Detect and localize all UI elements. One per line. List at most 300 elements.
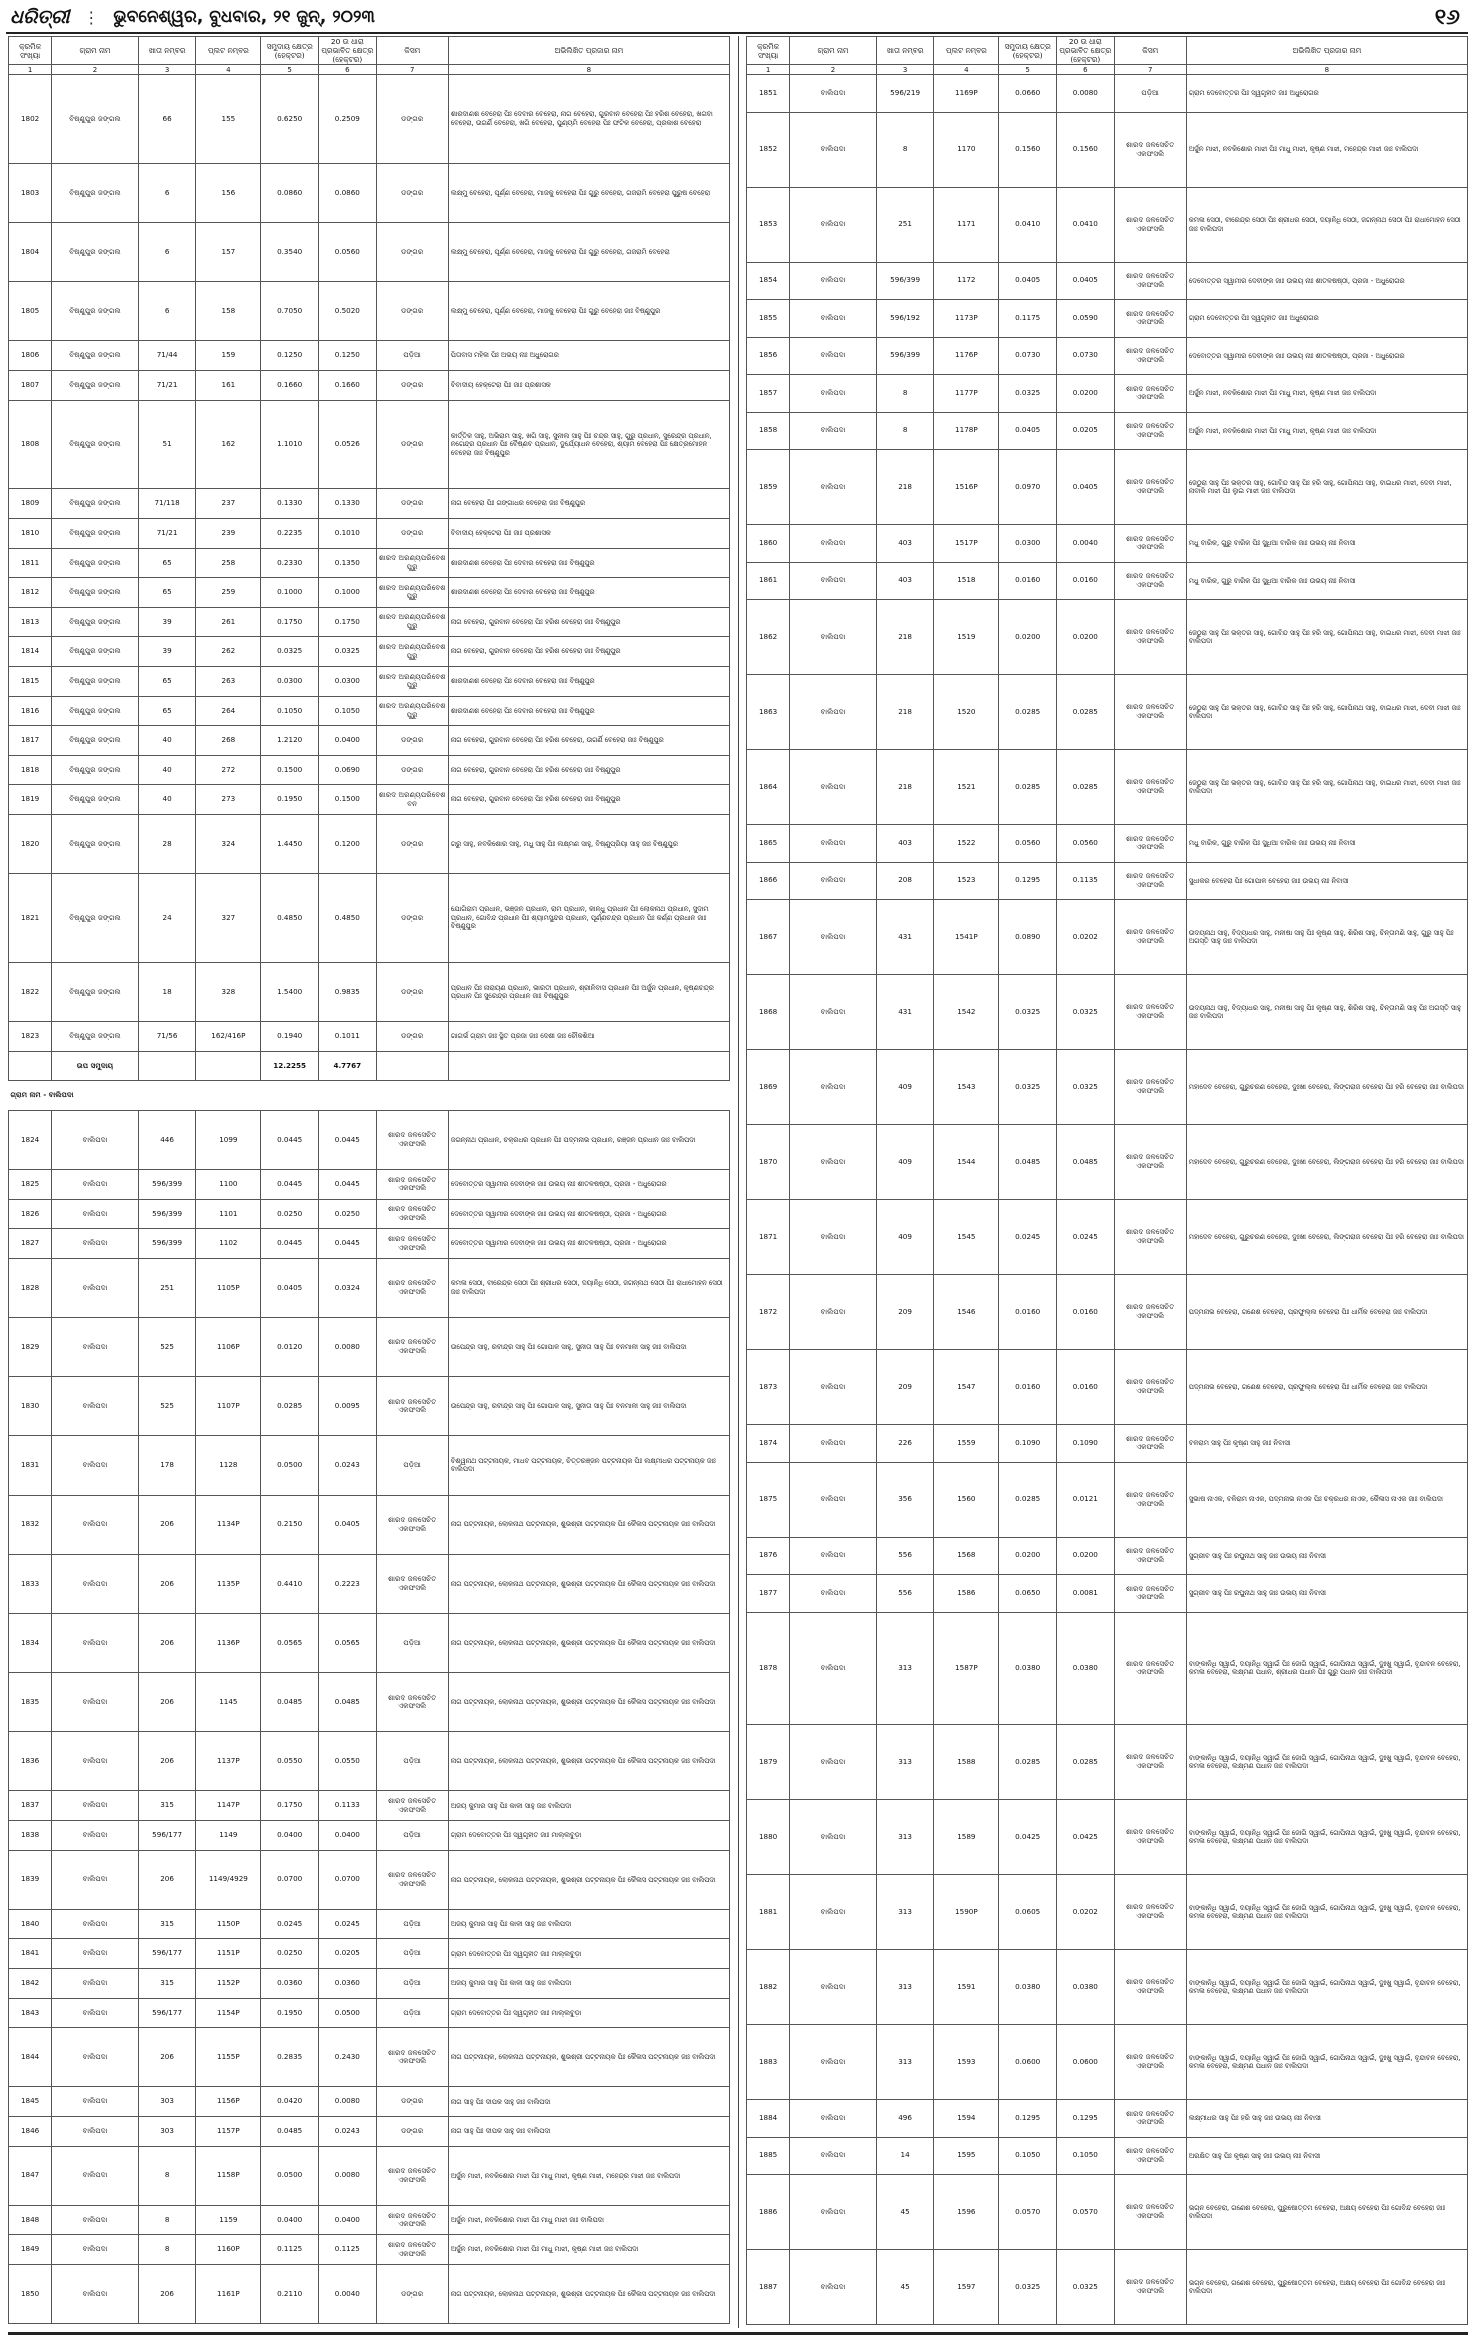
owner-cell: ଦେବୋତ୍ତର ସ୍ୱାମୀର ଦେବୀଙ୍କ ଜାଃ ଉଭୟ ନାଃ ଶୀତଳଷଷ୍ଠୀ, ପ୍ରଜା - ଅଧୁରୋଗର	[448, 1199, 729, 1229]
khata-cell: 45	[876, 2250, 934, 2325]
table-row	[747, 1537, 1468, 1575]
serial-cell: 1814	[9, 637, 52, 667]
table-row	[9, 962, 730, 1021]
table-row	[9, 696, 730, 726]
table-row	[9, 1554, 730, 1613]
serial-cell: 1859	[747, 450, 790, 525]
plot-cell: 1152P	[196, 1969, 261, 1999]
affected-area-cell: 0.0080	[318, 2087, 376, 2117]
column-number: 1	[747, 65, 790, 75]
owner-cell: ବିଶ୍ୱନାଥ ପଟ୍ଟନାୟକ, ମାଧବ ପଟ୍ଟନାୟକ, ଚିତ୍ତରଞ୍ଜନ ପଟ୍ଟନାୟକ ପିଃ ଲକ୍ଷ୍ମୀଧର ପଟ୍ଟନାୟକ ଜାଃ ବାଲିପଦା	[448, 1436, 729, 1495]
plot-cell: 1520	[934, 675, 999, 750]
table-row	[9, 1998, 730, 2028]
khata-cell: 596/192	[876, 300, 934, 338]
table-row	[9, 1969, 730, 1999]
serial-cell: 1860	[747, 525, 790, 563]
village-cell: ଉପ ସମୁଦାୟ	[52, 1051, 139, 1081]
khata-cell: 218	[876, 450, 934, 525]
khata-cell: 313	[876, 1612, 934, 1725]
plot-cell: 1543	[934, 1050, 999, 1125]
village-cell: ବିଷ୍ଣୁପୁର ଜଙ୍ଗଲ	[52, 222, 139, 281]
table-row	[747, 2137, 1468, 2175]
serial-cell: 1870	[747, 1125, 790, 1200]
table-row	[747, 675, 1468, 750]
plot-cell: 1157P	[196, 2117, 261, 2147]
total-area-cell: 0.0160	[999, 562, 1057, 600]
serial-cell: 1827	[9, 1229, 52, 1259]
village-cell: ବାଲିପଦା	[52, 1258, 139, 1317]
column-number: 1	[9, 65, 52, 75]
affected-area-cell: 0.0445	[318, 1110, 376, 1169]
khata-cell	[138, 1051, 196, 1081]
khata-cell: 65	[138, 548, 196, 578]
serial-cell: 1881	[747, 1875, 790, 1950]
plot-cell: 1544	[934, 1125, 999, 1200]
khata-cell: 556	[876, 1575, 934, 1613]
total-area-cell: 0.0700	[261, 1850, 319, 1909]
khata-cell: 218	[876, 675, 934, 750]
table-row	[9, 370, 730, 400]
table-header-row	[747, 37, 1468, 65]
village-cell: ବାଲିପଦା	[790, 900, 877, 975]
plot-cell: 1101	[196, 1199, 261, 1229]
page-number: ୧୬	[1434, 4, 1460, 30]
serial-cell: 1813	[9, 607, 52, 637]
total-area-cell: 0.1050	[261, 696, 319, 726]
kisam-cell: ପଡ଼ିଆ	[1114, 75, 1186, 113]
village-cell: ବାଲିପଦା	[790, 2137, 877, 2175]
kisam-cell: ଶାରଦ ଜଳସେଚିତ ଏକଫସଲି	[1114, 2100, 1186, 2138]
affected-area-cell: 0.0690	[318, 755, 376, 785]
khata-cell: 51	[138, 400, 196, 489]
serial-cell: 1819	[9, 785, 52, 815]
owner-cell: ବାଙ୍କାନିଧି ସ୍ୱାଇଁ, ଦୟାନିଧି ସ୍ୱାଇଁ ପିଃ ଜୋଗି ସ୍ୱାଇଁ, ଗୋପିନାଥ ସ୍ୱାଇଁ, ଦୁଃଖୁ ସ୍ୱାଇଁ, ବୃନ୍ଦାବନ ବେହେରା, କମଳା ବେହେରା, ଲକ୍ଷ୍ମଣ ପଧାନ, ଶ୍ରୀଧର ପଧାନ ପିଃ ଗୁରୁ ପଧାନ ଜାଃ ବାଲିପଦା	[1186, 1612, 1467, 1725]
serial-cell: 1809	[9, 489, 52, 519]
affected-area-cell: 0.1050	[1056, 2137, 1114, 2175]
khata-cell: 6	[138, 282, 196, 341]
total-area-cell: 0.0405	[261, 1258, 319, 1317]
khata-cell: 596/177	[138, 1998, 196, 2028]
owner-cell: ନାଗ ବେହେରା, ଗୁରବାନ ବେହେରା ପିଃ ହରିଶ ବେହେରା ଜାଃ ବିଷ୍ଣୁପୁର	[448, 755, 729, 785]
village-cell: ବାଲିପଦା	[790, 1200, 877, 1275]
column-number: 8	[1186, 65, 1467, 75]
table-row	[747, 1875, 1468, 1950]
serial-cell: 1824	[9, 1110, 52, 1169]
affected-area-cell: 0.0160	[1056, 1275, 1114, 1350]
affected-area-cell: 0.2223	[318, 1554, 376, 1613]
total-area-cell: 0.2330	[261, 548, 319, 578]
affected-area-cell: 0.5020	[318, 282, 376, 341]
owner-cell: ଅର୍ଜୁନ ମାଝୀ, ନବକିଶୋର ମାଝୀ ପିଃ ମାଧୁ ମାଝୀ ଜାଃ ବାଲିପଦା	[448, 2205, 729, 2235]
total-area-cell: 0.0285	[999, 1462, 1057, 1537]
total-area-cell: 0.2150	[261, 1495, 319, 1554]
owner-cell: ଅଜୟ କୁମାର ସାହୁ ପିଃ କାଳୀ ସାହୁ ଜାଃ ବାଲିପଦା	[448, 1969, 729, 1999]
affected-area-cell: 0.0243	[318, 1436, 376, 1495]
plot-cell: 1105P	[196, 1258, 261, 1317]
total-area-cell: 0.0570	[999, 2175, 1057, 2250]
total-area-cell: 0.0285	[999, 675, 1057, 750]
owner-cell: ଅରକ୍ଷିତ ସାହୁ ପିଃ କୃଷ୍ଣ ସାହୁ ଜାଃ ଉଭୟ ନାଃ ନିବାସୀ	[1186, 2137, 1467, 2175]
owner-cell: ମଧୁ ବାରିକ, ଗୁରୁ ବାରିକ ପିଃ ସୁଧିଆ ବାରିକ ଜାଃ ଉଭୟ ନାଃ ନିବାସୀ	[1186, 562, 1467, 600]
kisam-cell: ଶାରଦ ଅରଣ୍ୟପରିବେଶ ପୁରୁ	[376, 696, 448, 726]
serial-cell: 1833	[9, 1554, 52, 1613]
affected-area-cell: 0.0245	[1056, 1200, 1114, 1275]
column-number: 6	[318, 65, 376, 75]
owner-cell: ଶାରଦାଣଶ ବେହେରା ପିଃ ଦେବାର ବେହେରା ଜାଃ ବିଷ୍ଣୁପୁର	[448, 696, 729, 726]
kisam-cell: ଶାରଦ ଜଳସେଚିତ ଏକଫସଲି	[376, 1554, 448, 1613]
left-notice-column	[8, 36, 730, 2328]
kisam-cell: ଶାରଦ ଜଳସେଚିତ ଏକଫସଲି	[1114, 562, 1186, 600]
total-area-cell: 0.0420	[261, 2087, 319, 2117]
kisam-cell: ଶାରଦ ଜଳସେଚିତ ଏକଫସଲି	[376, 1317, 448, 1376]
table-row	[9, 2117, 730, 2147]
serial-cell: 1857	[747, 375, 790, 413]
khata-cell: 206	[138, 2028, 196, 2087]
plot-cell: 1173P	[934, 300, 999, 338]
plot-cell: 161	[196, 370, 261, 400]
serial-cell: 1815	[9, 666, 52, 696]
village-cell: ବାଲିପଦା	[52, 2117, 139, 2147]
table-row	[9, 2264, 730, 2323]
plot-cell: 1518	[934, 562, 999, 600]
village-cell: ବାଲିପଦା	[52, 2028, 139, 2087]
plot-cell: 1160P	[196, 2235, 261, 2265]
kisam-cell: ଶାରଦ ଜଳସେଚିତ ଏକଫସଲି	[1114, 525, 1186, 563]
affected-area-cell: 0.0485	[318, 1673, 376, 1732]
village-cell: ବିଷ୍ଣୁପୁର ଜଙ୍ଗଲ	[52, 163, 139, 222]
serial-cell: 1880	[747, 1800, 790, 1875]
serial-cell: 1885	[747, 2137, 790, 2175]
village-cell: ବିଷ୍ଣୁପୁର ଜଙ୍ଗଲ	[52, 400, 139, 489]
total-area-cell: 0.0860	[261, 163, 319, 222]
plot-cell: 1523	[934, 862, 999, 900]
affected-area-cell: 0.0121	[1056, 1462, 1114, 1537]
total-area-cell: 0.1750	[261, 607, 319, 637]
table-row	[9, 578, 730, 608]
dateline: ଭୁବନେଶ୍ୱର, ବୁଧବାର, ୨୧ ଜୁନ୍, ୨୦୨୩	[113, 7, 375, 27]
plot-cell: 1161P	[196, 2264, 261, 2323]
affected-area-cell: 0.1000	[318, 578, 376, 608]
plot-cell: 158	[196, 282, 261, 341]
affected-area-cell: 0.1560	[1056, 112, 1114, 187]
village-cell: ବାଲିପଦା	[790, 1875, 877, 1950]
kisam-cell: ଶାରଦ ଜଳସେଚିତ ଏକଫସଲି	[1114, 337, 1186, 375]
total-area-cell: 0.1560	[999, 112, 1057, 187]
kisam-cell: ଶାରଦ ଜଳସେଚିତ ଏକଫସଲି	[376, 1258, 448, 1317]
kisam-cell: ଡଙ୍ଗର	[376, 755, 448, 785]
table-row	[9, 637, 730, 667]
affected-area-cell: 0.0081	[1056, 1575, 1114, 1613]
village-cell: ବାଲିପଦା	[52, 1939, 139, 1969]
khata-cell: 71/56	[138, 1022, 196, 1052]
owner-cell: ଉପେନ୍ଦ୍ର ସାହୁ, ରବୀନ୍ଦ୍ର ସାହୁ ପିଃ ଗୋପାଳ ସାହୁ, ସୁନୀତା ସାହୁ ପିଃ ବନମାଳୀ ସାହୁ ଜାଃ ବାଲିପଦା	[448, 1317, 729, 1376]
khata-cell: 65	[138, 578, 196, 608]
serial-cell: 1851	[747, 75, 790, 113]
owner-cell: ବାଙ୍କାନିଧି ସ୍ୱାଇଁ, ଦୟାନିଧି ସ୍ୱାଇଁ ପିଃ ଜୋଗି ସ୍ୱାଇଁ, ଗୋପିନାଥ ସ୍ୱାଇଁ, ଦୁଃଖୁ ସ୍ୱାଇଁ, ବୃନ୍ଦାବନ ବେହେରା, କମଳା ବେହେରା, ଲକ୍ଷ୍ମଣ ପଧାନ ଜାଃ ବାଲିପଦା	[1186, 1725, 1467, 1800]
total-area-cell: 0.0250	[261, 1939, 319, 1969]
village-cell: ବାଲିପଦା	[790, 862, 877, 900]
serial-cell: 1828	[9, 1258, 52, 1317]
table-body-right	[747, 75, 1468, 2325]
village-section-label: ଗ୍ରାମ ନାମ - ବାଲିପଦା	[9, 1081, 730, 1111]
affected-area-cell: 0.0325	[1056, 2250, 1114, 2325]
kisam-cell: ଡଙ୍ଗର	[376, 962, 448, 1021]
total-area-cell: 0.0380	[999, 1950, 1057, 2025]
plot-cell: 1597	[934, 2250, 999, 2325]
owner-cell: ନାଗ ପଟ୍ଟନାୟକ, ଲୋକନାଥ ପଟ୍ଟନାୟକ, ଶୁଭଶ୍ରୀ ପଟ୍ଟନାୟକ ପିଃ କୈଳାସ ପଟ୍ଟନାୟକ ଜାଃ ବାଲିପଦା	[448, 1495, 729, 1554]
village-cell: ବାଲିପଦା	[790, 1125, 877, 1200]
owner-cell: ସୁଭାଷ ନାଏକ, ବଳିରାମ ନାଏକ, ପଦ୍ମନାଭ ନାଏକ ପିଃ ଚକ୍ରଧର ନାଏକ, କୈଳାସ ନାଏକ ଜାଃ ବାଲିପଦା	[1186, 1462, 1467, 1537]
owner-cell: ନାଗ ପଟ୍ଟନାୟକ, ଲୋକନାଥ ପଟ୍ଟନାୟକ, ଶୁଭଶ୍ରୀ ପଟ୍ଟନାୟକ ପିଃ କୈଳାସ ପଟ୍ଟନାୟକ ଜାଃ ବାଲିପଦା	[448, 1554, 729, 1613]
header-owner: ଅଭିଲିଖିତ ପ୍ରଜାର ନାମ	[448, 37, 729, 65]
owner-cell: ଶାରଦାଣଶ ବେହେରା ପିଃ ଦେବାର ବେହେରା ଜାଃ ବିଷ୍ଣୁପୁର	[448, 548, 729, 578]
plot-cell: 1169P	[934, 75, 999, 113]
affected-area-cell: 0.0380	[1056, 1612, 1114, 1725]
column-number: 3	[138, 65, 196, 75]
khata-cell: 356	[876, 1462, 934, 1537]
table-row	[9, 726, 730, 756]
plot-cell: 1516P	[934, 450, 999, 525]
table-row	[747, 375, 1468, 413]
total-area-cell: 1.4450	[261, 814, 319, 873]
owner-cell: ମଧୁ ବାରିକ, ଗୁରୁ ବାରିକ ପିଃ ସୁଧିଆ ବାରିକ ଜାଃ ଉଭୟ ନାଃ ନିବାସୀ	[1186, 825, 1467, 863]
kisam-cell: ଶାରଦ ଅରଣ୍ୟପରିବେଶ ପୁରୁ	[376, 578, 448, 608]
village-cell: ବାଲିପଦା	[790, 375, 877, 413]
serial-cell: 1841	[9, 1939, 52, 1969]
table-row	[9, 222, 730, 281]
header-affected-area: 20 ଉ ଧାରା ପ୍ରଭାବିତ କ୍ଷେତ୍ର (ହେକ୍ଟର)	[318, 37, 376, 65]
owner-cell: ଯୋଗିରାମ ପ୍ରଧାନ, ଭଞ୍ଜନ ପ୍ରଧାନ, ରାମ ପ୍ରଧାନ, କାନ୍ଧୁ ପ୍ରଧାନ ପିଃ ଲୋକନାଥ ପ୍ରଧାନ, ସୁଦାମ ପ୍ରଧାନ, ଗୋବିନ୍ଦ ପ୍ରଧାନ ପିଃ ଶ୍ୟାମସୁନ୍ଦର ପ୍ରଧାନ, ପୂର୍ଣ୍ଣଚନ୍ଦ୍ର ପ୍ରଧାନ ପିଃ କର୍ଣ୍ଣ ପ୍ରଧାନ ଜାଃ ବିଷ୍ଣୁପୁର	[448, 874, 729, 963]
serial-cell: 1811	[9, 548, 52, 578]
plot-cell: 259	[196, 578, 261, 608]
table-row	[747, 525, 1468, 563]
owner-cell	[448, 1051, 729, 1081]
owner-cell: ଅର୍ଜୁନ ମାଝୀ, ନବକିଶୋର ମାଝୀ ପିଃ ମାଧୁ ମାଝୀ, କୃଷ୍ଣ ମାଝୀ ଜାଃ ବାଲିପଦା	[448, 2235, 729, 2265]
khata-cell: 18	[138, 962, 196, 1021]
plot-cell: 1154P	[196, 1998, 261, 2028]
khata-cell: 8	[876, 412, 934, 450]
plot-cell: 1178P	[934, 412, 999, 450]
affected-area-cell: 0.0200	[1056, 1537, 1114, 1575]
affected-area-cell: 0.4850	[318, 874, 376, 963]
serial-cell: 1856	[747, 337, 790, 375]
table-row	[9, 874, 730, 963]
khata-cell: 208	[876, 862, 934, 900]
plot-cell: 1177P	[934, 375, 999, 413]
plot-cell: 1542	[934, 975, 999, 1050]
serial-cell: 1863	[747, 675, 790, 750]
serial-cell: 1820	[9, 814, 52, 873]
plot-cell: 1172	[934, 262, 999, 300]
owner-cell: ଦେବୋତ୍ତର ସ୍ୱାମୀର ଦେବୀଙ୍କ ଜାଃ ଉଭୟ ନାଃ ଶୀତଳଷଷ୍ଠୀ, ପ୍ରଜା - ଅଧୁରୋଗର	[1186, 262, 1467, 300]
table-row	[9, 1258, 730, 1317]
khata-cell: 206	[138, 1495, 196, 1554]
table-row	[9, 607, 730, 637]
kisam-cell: ଶାରଦ ଜଳସେଚିତ ଏକଫସଲି	[1114, 1537, 1186, 1575]
affected-area-cell: 0.0700	[318, 1850, 376, 1909]
table-row	[747, 1125, 1468, 1200]
owner-cell: ଗାଗର୍ଭ ଗ୍ରାମ ଜାଃ ସ୍ଥିତ ପ୍ରଜା ଜାଃ ଦେଶୀ ଜାଃ ଚୌକଶିଆ	[448, 1022, 729, 1052]
total-area-cell: 0.1500	[261, 755, 319, 785]
kisam-cell: ଶାରଦ ଜଳସେଚିତ ଏକଫସଲି	[1114, 2175, 1186, 2250]
owner-cell: ସୁଗ୍ରୀବ ସାହୁ ପିଃ ରଘୁନାଥ ସାହୁ ଜାଃ ଉଭୟ ନାଃ ନିବାସୀ	[1186, 1575, 1467, 1613]
khata-cell: 8	[138, 2146, 196, 2205]
plot-cell: 1587P	[934, 1612, 999, 1725]
owner-cell: ଜେଠୁରା ସାହୁ ପିଃ ଭକ୍ତର ସାହୁ, ଗୋବିନ୍ଦ ସାହୁ ପିଃ ହରି ସାହୁ, ଗୋପିନାଥ ସାହୁ, ବାଇଧର ମାଝୀ, ଦେବୀ ମାଝୀ ଜାଃ ବାଲିପଦା	[1186, 600, 1467, 675]
total-area-cell: 0.0445	[261, 1110, 319, 1169]
khata-cell: 206	[138, 1732, 196, 1791]
khata-cell: 218	[876, 600, 934, 675]
table-row	[9, 1495, 730, 1554]
serial-cell: 1875	[747, 1462, 790, 1537]
serial-cell: 1852	[747, 112, 790, 187]
plot-cell: 237	[196, 489, 261, 519]
column-number: 5	[261, 65, 319, 75]
serial-cell: 1805	[9, 282, 52, 341]
owner-cell: ଶାରଦାଣଶ ବେହେରା ପିଃ ଦେବାର ବେହେରା ଜାଃ ବିଷ୍ଣୁପୁର	[448, 666, 729, 696]
owner-cell: ଅର୍ଜୁନ ମାଝୀ, ନବକିଶୋର ମାଝୀ ପିଃ ମାଧୁ ମାଝୀ, କୃଷ୍ଣ ମାଝୀ ଜାଃ ବାଲିପଦା	[1186, 375, 1467, 413]
table-row	[747, 262, 1468, 300]
plot-cell: 328	[196, 962, 261, 1021]
plot-cell: 1102	[196, 1229, 261, 1259]
village-cell: ବାଲିପଦା	[52, 1791, 139, 1821]
table-row	[747, 900, 1468, 975]
owner-cell: ମହାଦେବ ବେହେରା, ଗୁରୁଚରଣ ବେହେରା, ଦୁଃଖୀ ବେହେରା, ଲିଙ୍ଗରାଜ ବେହେରା ପିଃ ହରି ବେହେରା ଜାଃ ବାଲିପଦା	[1186, 1125, 1467, 1200]
owner-cell: ଜେଠୁରା ସାହୁ ପିଃ ଭକ୍ତର ସାହୁ, ଗୋବିନ୍ଦ ସାହୁ ପିଃ ହରି ସାହୁ, ଗୋପିନାଥ ସାହୁ, ବାଇଧର ମାଝୀ, ଦେବୀ ମାଝୀ ଜାଃ ବାଲିପଦା	[1186, 675, 1467, 750]
serial-cell: 1837	[9, 1791, 52, 1821]
header-total-area: ସମୁଦାୟ କ୍ଷେତ୍ର (ହେକ୍ଟର)	[261, 37, 319, 65]
owner-cell: ଦେବୋତ୍ତର ସ୍ୱାମୀର ଦେବୀଙ୍କ ଜାଃ ଉଭୟ ନାଃ ଶୀତଳଷଷ୍ଠୀ, ପ୍ରଜା - ଅଧୁରୋଗର	[1186, 337, 1467, 375]
khata-cell: 71/44	[138, 341, 196, 371]
plot-cell: 239	[196, 518, 261, 548]
plot-cell: 1106P	[196, 1317, 261, 1376]
village-cell: ବିଷ୍ଣୁପୁର ଜଙ୍ଗଲ	[52, 489, 139, 519]
khata-cell: 596/399	[138, 1199, 196, 1229]
village-cell: ବାଲିପଦା	[790, 600, 877, 675]
table-row	[747, 2175, 1468, 2250]
serial-cell: 1854	[747, 262, 790, 300]
column-number-row	[747, 65, 1468, 75]
affected-area-cell: 0.0160	[1056, 1350, 1114, 1425]
serial-cell: 1883	[747, 2025, 790, 2100]
village-cell: ବିଷ୍ଣୁପୁର ଜଙ୍ଗଲ	[52, 726, 139, 756]
kisam-cell: ଶାରଦ ଜଳସେଚିତ ଏକଫସଲି	[1114, 2025, 1186, 2100]
serial-cell: 1810	[9, 518, 52, 548]
total-area-cell: 0.3540	[261, 222, 319, 281]
header-plot: ପ୍ଲଟ ନମ୍ବର	[196, 37, 261, 65]
affected-area-cell: 0.0300	[318, 666, 376, 696]
plot-cell: 1559	[934, 1425, 999, 1463]
kisam-cell: ଶାରଦ ଜଳସେଚିତ ଏକଫସଲି	[1114, 1425, 1186, 1463]
owner-cell: ବିବାଦୀୟ ହେକ୍ଟେରା ପିଃ ଜାଃ ପ୍ରଶାସକ	[448, 518, 729, 548]
plot-cell: 1145	[196, 1673, 261, 1732]
village-cell: ବାଲିପଦା	[52, 2087, 139, 2117]
serial-cell: 1848	[9, 2205, 52, 2235]
khata-cell: 313	[876, 1875, 934, 1950]
header-kisam: କିସମ	[1114, 37, 1186, 65]
table-row	[747, 1950, 1468, 2025]
affected-area-cell: 0.0205	[1056, 412, 1114, 450]
plot-cell: 1568	[934, 1537, 999, 1575]
village-cell: ବାଲିପଦା	[790, 300, 877, 338]
village-cell: ବାଲିପଦା	[790, 2250, 877, 2325]
land-record-table-right	[746, 36, 1468, 2325]
kisam-cell: ଶାରଦ ଜଳସେଚିତ ଏକଫସଲି	[376, 1673, 448, 1732]
plot-cell: 1522	[934, 825, 999, 863]
column-number-row	[9, 65, 730, 75]
kisam-cell: ଶାରଦ ଜଳସେଚିତ ଏକଫସଲି	[1114, 450, 1186, 525]
header-separator: ⋮	[83, 7, 100, 27]
kisam-cell: ଶାରଦ ଜଳସେଚିତ ଏକଫସଲି	[1114, 1200, 1186, 1275]
village-cell: ବାଲିପଦା	[790, 337, 877, 375]
serial-cell: 1830	[9, 1377, 52, 1436]
table-row	[9, 755, 730, 785]
affected-area-cell: 0.0425	[1056, 1800, 1114, 1875]
plot-cell: 1517P	[934, 525, 999, 563]
plot-cell: 1596	[934, 2175, 999, 2250]
affected-area-cell: 0.0405	[1056, 450, 1114, 525]
table-row	[747, 300, 1468, 338]
khata-cell: 596/219	[876, 75, 934, 113]
affected-area-cell: 0.0040	[318, 2264, 376, 2323]
plot-cell: 263	[196, 666, 261, 696]
table-row	[9, 2146, 730, 2205]
affected-area-cell: 0.2430	[318, 2028, 376, 2087]
plot-cell: 268	[196, 726, 261, 756]
plot-cell: 1171	[934, 187, 999, 262]
plot-cell: 1588	[934, 1725, 999, 1800]
total-area-cell: 0.0565	[261, 1613, 319, 1672]
kisam-cell: ଶାରଦ ଜଳସେଚିତ ଏକଫସଲି	[1114, 900, 1186, 975]
table-row	[9, 400, 730, 489]
owner-cell: ଗ୍ରାମ ଦେବୋତ୍ତର ପିଃ ସ୍ୱଗୃହୀତ ଜାଃ ଅଧୁରୋଗର	[1186, 75, 1467, 113]
column-number: 7	[1114, 65, 1186, 75]
table-row	[747, 2025, 1468, 2100]
table-row	[9, 341, 730, 371]
total-area-cell: 0.0160	[999, 1275, 1057, 1350]
affected-area-cell: 0.1750	[318, 607, 376, 637]
affected-area-cell: 0.0565	[318, 1613, 376, 1672]
total-area-cell: 0.0485	[261, 2117, 319, 2147]
column-number: 6	[1056, 65, 1114, 75]
village-cell: ବାଲିପଦା	[790, 262, 877, 300]
table-row	[747, 1275, 1468, 1350]
table-row	[747, 1612, 1468, 1725]
kisam-cell: ଶାରଦ ଜଳସେଚିତ ଏକଫସଲି	[1114, 1950, 1186, 2025]
serial-cell: 1838	[9, 1821, 52, 1851]
owner-cell: ନାଗ ପଟ୍ଟନାୟକ, ଲୋକନାଥ ପଟ୍ଟନାୟକ, ଶୁଭଶ୍ରୀ ପଟ୍ଟନାୟକ ପିଃ କୈଳାସ ପଟ୍ଟନାୟକ ଜାଃ ବାଲିପଦା	[448, 2264, 729, 2323]
serial-cell: 1868	[747, 975, 790, 1050]
affected-area-cell: 0.0360	[318, 1969, 376, 1999]
kisam-cell: ଡଙ୍ଗର	[376, 874, 448, 963]
owner-cell: ଗ୍ରାମ ଦେବୋତ୍ତର ପିଃ ସ୍ୱଗୃହୀତ ଜାଃ ଅଧୁରୋଗର	[1186, 300, 1467, 338]
kisam-cell: ଶାରଦ ଜଳସେଚିତ ଏକଫସଲି	[1114, 375, 1186, 413]
affected-area-cell: 0.0570	[1056, 2175, 1114, 2250]
affected-area-cell: 4.7767	[318, 1051, 376, 1081]
khata-cell: 596/177	[138, 1821, 196, 1851]
owner-cell: ନାଗ ବେହେରା, ଗୁରବାନ ବେହେରା ପିଃ ହରିଶ ବେହେରା ଜାଃ ବିଷ୍ଣୁପୁର	[448, 785, 729, 815]
affected-area-cell: 0.0285	[1056, 675, 1114, 750]
total-area-cell: 1.5400	[261, 962, 319, 1021]
plot-cell: 1150P	[196, 1909, 261, 1939]
kisam-cell: ଶାରଦ ଅରଣ୍ୟପରିବେଶ ପୁରୁ	[376, 637, 448, 667]
owner-cell: ବାଙ୍କାନିଧି ସ୍ୱାଇଁ, ଦୟାନିଧି ସ୍ୱାଇଁ ପିଃ ଜୋଗି ସ୍ୱାଇଁ, ଗୋପିନାଥ ସ୍ୱାଇଁ, ଦୁଃଖୁ ସ୍ୱାଇଁ, ବୃନ୍ଦାବନ ବେହେରା, କମଳା ବେହେରା, ଲକ୍ଷ୍ମଣ ପଧାନ ଜାଃ ବାଲିପଦା	[1186, 1800, 1467, 1875]
total-area-cell: 0.0970	[999, 450, 1057, 525]
owner-cell: ସୁଧାକର ବେହେରା ପିଃ ଗୋପାଳ ବେହେରା ଜାଃ ଉଭୟ ନାଃ ନିବାସୀ	[1186, 862, 1467, 900]
total-area-cell: 0.0360	[261, 1969, 319, 1999]
affected-area-cell: 0.0080	[318, 2146, 376, 2205]
khata-cell: 39	[138, 607, 196, 637]
